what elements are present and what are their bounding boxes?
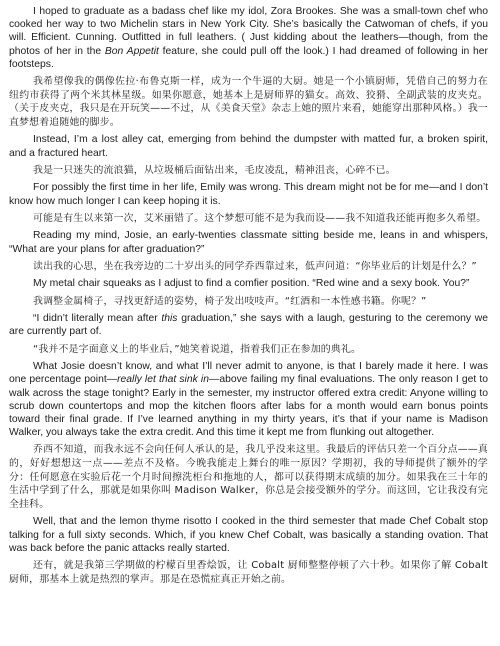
english-paragraph	[9, 5, 488, 71]
paragraph-text: I hoped to graduate as a badass chef like my idol, Zora Brookes. She was a small-town chef who cooked her way to two Michelin stars in New York City. She’s basically the Catwoman of chefs, if you will. Efficient. Cunning. Outfitted in full leathers. ( Just kidding about the leathers—though, from the photos of her in the	[9, 6, 488, 57]
chinese-paragraph	[9, 260, 488, 274]
chinese-paragraph	[9, 559, 488, 586]
paragraph-text: 可能是有生以来第一次，艾米丽错了。这个梦想可能不是为我而设——我不知道我还能再抱多久希望。	[33, 212, 487, 224]
english-paragraph	[9, 181, 488, 207]
paragraph-text: graduation,” she says with a laugh, gesturing to the ceremony we are currently part of.	[9, 313, 488, 338]
paragraph-text: My metal chair squeaks as I adjust to find a comfier position. “Red wine and a sexy book. You?”	[33, 278, 470, 290]
chinese-paragraph	[9, 343, 488, 357]
english-paragraph	[9, 515, 488, 555]
paragraph-text: What Josie doesn’t know, and what I’ll never admit to anyone, is that I barely made it here. I was one percentage point—	[9, 361, 488, 386]
paragraph-text: 乔西不知道，而我永远不会向任何人承认的是，我几乎没来这里。我最后的评估只差一个百分点——真的，好好想想这一点——差点不及格。今晚我能走上舞台的唯一原因？学期初，我的导师提供了额外的学分：任何愿意在实验后花一个月时间擦洗柜台和拖地的人，都可以获得期末成绩的加分。如果我在三十年的生活中学到了什么，那就是如果你叫 Madison Walker，你总是会接受额外的学分。而这回，它让我没有完全挂科。	[9, 444, 488, 510]
english-paragraph	[9, 229, 488, 255]
chinese-paragraph	[9, 164, 488, 178]
paragraph-text: 我调整金属椅子，寻找更舒适的姿势，椅子发出吱吱声。“红酒和一本性感书籍。你呢？”	[33, 295, 427, 307]
paragraph-text: 我希望像我的偶像佐拉·布鲁克斯一样，成为一个牛逼的大厨。她是一个小镇厨师，凭借自己的努力在纽约市获得了两个米其林星级。如果你愿意，她基本上是厨师界的猫女。高效、狡猾、全副武装的皮夹克。（关于皮夹克，我只是在开玩笑——不过，从《美食天堂》杂志上她的照片来看，她能穿出那种风格。）我一直梦想着追随她的脚步。	[9, 76, 488, 128]
paragraph-text: 读出我的心思，坐在我旁边的二十岁出头的同学乔西靠过来，低声问道：“你毕业后的计划是什么？”	[33, 260, 477, 272]
italic-text: this	[161, 313, 178, 325]
italic-text: Bon Appetit	[104, 45, 159, 57]
english-paragraph	[9, 312, 488, 338]
paragraph-text: 还有，就是我第三学期做的柠檬百里香烩饭，让 Cobalt 厨师整整停顿了六十秒。如果你了解 Cobalt 厨师，那基本上就是热烈的掌声。那是在恐慌症真正开始之前。	[9, 559, 488, 585]
english-paragraph	[9, 360, 488, 439]
chinese-paragraph	[9, 212, 488, 226]
paragraph-text: For possibly the first time in her life, Emily was wrong. This dream might not be for me—and I don’t know how much longer I can keep hoping it is.	[9, 182, 488, 207]
english-paragraph	[9, 133, 488, 159]
paragraph-text: Well, that and the lemon thyme risotto I cooked in the third semester that made Chef Cobalt stop talking for a full sixty seconds. Which, if you knew Chef Cobalt, was basically a standing ovation. That was back before the panic attacks really started.	[9, 516, 488, 554]
paragraph-text: Instead, I’m a lost alley cat, emerging from behind the dumpster with matted fur, a broken spirit, and a fractured heart.	[9, 134, 488, 159]
chinese-paragraph	[9, 443, 488, 511]
paragraph-text: feature, she could pull off the look.) I had dreamed of following in her footsteps.	[9, 45, 488, 70]
italic-text: really let that sink in	[117, 374, 209, 386]
english-paragraph	[9, 277, 488, 290]
paragraph-text: “I didn’t literally mean after	[33, 313, 162, 325]
chinese-paragraph	[9, 295, 488, 309]
paragraph-text: 我是一只迷失的流浪猫，从垃圾桶后面钻出来，毛皮凌乱，精神沮丧，心碎不已。	[33, 164, 396, 176]
paragraph-text: “我并不是字面意义上的毕业后，”她笑着说道，指着我们正在参加的典礼。	[33, 343, 362, 355]
chinese-paragraph	[9, 75, 488, 129]
paragraph-text: —above failing my final evaluations. The only reason I get to walk across the stage tonight? Early in the semester, my instructor offered extra credit: Anyone willing to scrub down countertops and mop the kitchen floors after labs for a month would earn bonus points toward their final grade. If I’ve learned anything in my thirty years, it’s that if your name is Madison Walker, you always take the extra credit. And this time it kept me from flunking out altogether.	[9, 374, 488, 439]
paragraph-text: Reading my mind, Josie, an early-twenties classmate sitting beside me, leans in and whispers, “What are your plans for after graduation?”	[9, 230, 488, 255]
